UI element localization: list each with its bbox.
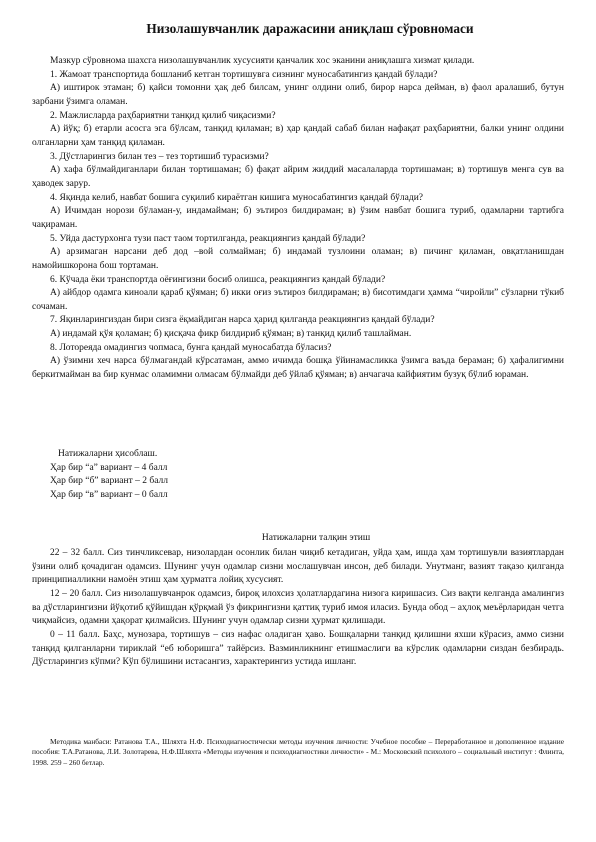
- scoring-section: [50, 448, 168, 502]
- question-1: 1. Жамоат транспортида бошланиб кетган тортишувга сизнинг муносабатингиз қандай бўлади?: [50, 69, 438, 80]
- question-6: 6. Кўчада ёки транспортда оёғингизни босиб олишса, реакциянгиз қандай бўлади?: [50, 274, 386, 285]
- scoring-line-a: Ҳар бир “а” вариант – 4 балл: [50, 462, 168, 473]
- question-8: 8. Лотореяда омадингиз чопмаса, бунга қандай муносабатда бўласиз?: [50, 342, 332, 353]
- answers-4: А) Ичимдан норози бўламан-у, индамайман; б) эътироз билдираман; в) ўзим навбат бошига туриб, одамларни тартибга чақираман.: [32, 206, 564, 230]
- scoring-line-c: Ҳар бир “в” вариант – 0 балл: [50, 489, 168, 500]
- interpretation-22-32: 22 – 32 балл. Сиз тинчликсевар, низолардан осонлик билан чиқиб кетадиган, уйда ҳам, ишда ҳам тортишувли вазиятлардан ўзини олиб қочадиган одамсиз. Шунинг учун одамлар сизни мослашувчан инсон, деб билади. Унутманг, вазият тақазо қилганда принципиалликни намоён этиш ҳам ҳурматга лойиқ хусусият.: [32, 548, 564, 586]
- intro-paragraph: Мазкур сўровнома шахсга низолашувчанлик хусусияти қанчалик хос эканини аниқлашга хизмат қилади.: [50, 56, 475, 66]
- interpretation-0-11: 0 – 11 балл. Баҳс, мунозара, тортишув – сиз нафас оладиган ҳаво. Бошқаларни танқид қилишни яхши кўрасиз, аммо сизни танқид қилганларни тириклай “еб юборишга” тайёрсиз. Вазминликнинг етишмаслиги ва кўрслик одамларни сиздан безбирадь. Дўстларингиз кўпми? Кўп бўлишини истасангиз, характерингиз устида ишланг.: [32, 629, 564, 668]
- interpretation-body: [32, 547, 564, 670]
- question-3: 3. Дўстларингиз билан тез – тез тортишиб турасизми?: [50, 151, 269, 162]
- answers-2: А) йўқ; б) етарли асосга эга бўлсам, танқид қиламан; в) ҳар қандай сабаб билан нафақат раҳбариятни, балки унинг олдини олганларни ҳам танқид қиламан.: [32, 124, 564, 148]
- interpretation-12-20: 12 – 20 балл. Сиз низолашувчанрок одамсиз, бироқ илохсиз ҳолатлардагина низога киришасиз. Сиз вақти келганда амалингиз ва дўстларингизни йўқотиб қўйишдан қўрқмай ўз фикрингизни қаттиқ туриб имоя иласиз. Бунда обод – аҳлоқ меъёрларидан четга чиқмайсиз, одамни ҳақорат қилмайсиз. Шунинг учун одамлар сизни ҳурмат қилишади.: [32, 588, 564, 627]
- source-text: Методика манбаси: Ратанова Т.А., Шляхта Н.Ф. Психодиагностически методы изучения личности: Учебное пособие – Переработанное и дополненное издание пособия: Т.А.Ратанова, Л.И. Золотарева, Н.Ф.Шляхта «Методы изучения и психодиагностики личности» - М.: Московский психолого – социальный институт : Флинта, 1998. 259 – 260 бетлар.: [32, 737, 564, 767]
- question-2: 2. Мажлисларда раҳбариятни танқид қилиб чиқасизми?: [50, 110, 276, 121]
- answers-7: А) индамай қўя қоламан; б) қисқача фикр билдириб қўяман; в) танқид қилиб ташлайман.: [50, 329, 412, 340]
- scoring-heading: Натижаларни ҳисоблаш.: [58, 449, 158, 459]
- answers-5: А) арзимаган нарсани деб дод –вой солмайман; б) индамай тузлоини оламан; в) пичинг қиламан, овқатланишдан намойишкорона бош тортаман.: [32, 247, 564, 271]
- answers-3: А) хафа бўлмайдиганлари билан тортишаман; б) фақат айрим жиддий масалаларда тортишаман; в) тортишув менга сув ва ҳаводек зарур.: [32, 165, 564, 189]
- answers-8: А) ўзимни хеч нарса бўлмагандай кўрсатаман, аммо ичимда бошқа ўйинамасликка ўзимга ваъда бераман; б) ҳафалигимни беркитмайман ва бир кунмас оламимни олмасам бўлмайди деб ўйлаб қўяман; в) анчагача кайфиятим бузуқ бўлиб юраман.: [32, 356, 564, 381]
- source-footnote: [32, 737, 564, 768]
- answers-6: А) айбдор одамга киноали қараб қўяман; б) икки оғиз эътироз билдираман; в) бисотимдаги ҳамма “чиройли” сўзларни тўкиб сочаман.: [32, 288, 564, 312]
- document-title: Низолашувчанлик даражасини аниқлаш сўровномаси: [146, 21, 474, 36]
- answers-1: А) иштирок этаман; б) қайси томонни ҳақ деб билсам, унинг олдини олиб, бирор нарса дейман, в) фаол аралашиб, бутун зарбани ўзимга оламан.: [32, 83, 564, 107]
- question-5: 5. Уйда дастурхонга тузи паст таом тортилганда, реакциянгиз қандай бўлади?: [50, 233, 366, 244]
- questionnaire-body: [32, 55, 564, 383]
- question-4: 4. Яқинда келиб, навбат бошига суқилиб кираётган кишига муносабатингиз қандай бўлади?: [50, 192, 423, 203]
- question-7: 7. Яқинларингиздан бири сизга ёқмайдиган нарса ҳарид қилганда реакциянгиз қандай бўлади?: [50, 315, 435, 326]
- scoring-line-b: Ҳар бир “б” вариант – 2 балл: [50, 476, 168, 486]
- interpretation-heading: Натижаларни талқин этиш: [261, 533, 371, 543]
